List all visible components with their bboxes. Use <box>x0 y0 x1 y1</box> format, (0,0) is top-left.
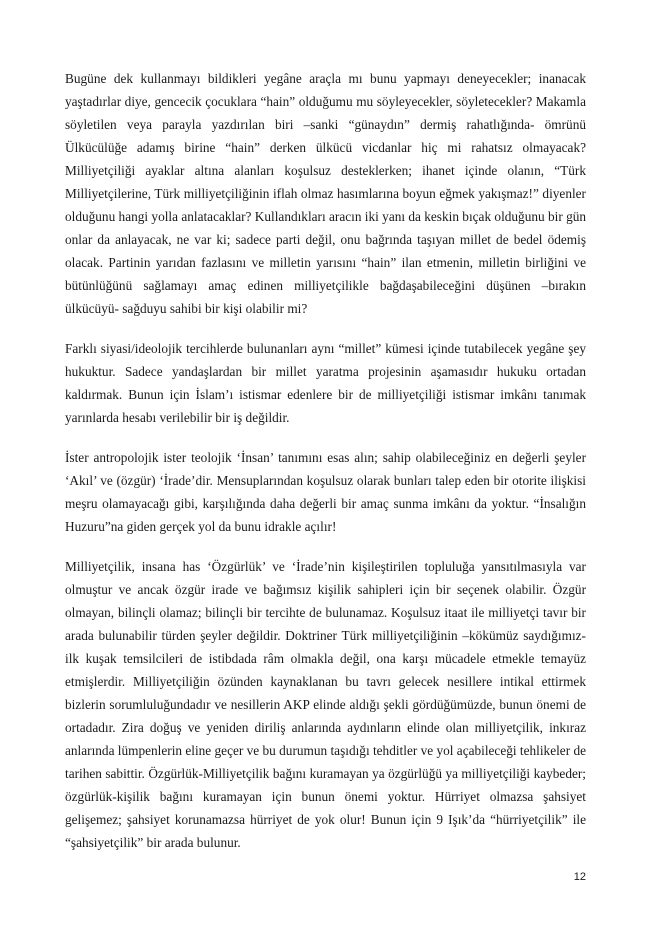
page-number: 12 <box>573 871 586 883</box>
page-footer <box>574 871 586 883</box>
document-body <box>65 67 586 871</box>
paragraph-3: İster antropolojik ister teolojik ‘İnsan’ tanımını esas alın; sahip olabileceğiniz en değerli şeyler ‘Akıl’ ve (özgür) ‘İrade’dir. Mensuplarından koşulsuz olarak bunları talep eden bir otorite ilişkisi meşru olamayacağı gibi, karşılığında daha değerli bir amaç sunma imkânı da yoktur. “İnsalığın Huzuru”na giden gerçek yol da bunu idrakle açılır! <box>65 450 586 534</box>
paragraph-4: Milliyetçilik, insana has ‘Özgürlük’ ve ‘İrade’nin kişileştirilen topluluğa yansıtılmasıyla var olmuştur ve ancak özgür irade ve bağımsız kişilik sahipleri için bir seçenek olabilir. Özgür olmayan, bilinçli olamaz; bilinçli bir tercihte de bulunamaz. Koşulsuz itaat ile milliyetçi tavır bir arada bulunabilir türden şeyler değildir. Doktriner Türk milliyetçiliğinin –kökümüz saydığımız- ilk kuşak temsilcileri de istibdada râm olmakla değil, ona karşı mücadele etmekle temayüz etmişlerdir. Milliyetçiliğin özünden kaynaklanan bu tavrı gelecek nesillere intikal ettirmek bizlerin sorumluluğundadır ve nesillerin AKP elinde aldığı şekli gördüğümüzde, bunun önemi de ortadadır. Zira doğuş ve yeniden diriliş anlarında aydınların elinde olan milliyetçilik, inkıraz anlarında lümpenlerin eline geçer ve bu durumun taşıdığı tehditler ve yol açabileceği tehlikeler de tarihen sabittir. Özgürlük-Milliyetçilik bağını kuramayan ya özgürlüğü ya milliyetçiliği kaybeder; özgürlük-kişilik bağını kuramayan için bunun önemi yoktur. Hürriyet olmazsa şahsiyet gelişemez; şahsiyet korunamazsa hürriyet de yok olur! Bunun için 9 Işık’da “hürriyetçilik” ile “şahsiyetçilik” bir arada bulunur. <box>65 559 586 850</box>
paragraph-2: Farklı siyasi/ideolojik tercihlerde bulunanları aynı “millet” kümesi içinde tutabilecek yegâne şey hukuktur. Sadece yandaşlardan bir millet yaratma projesinin aşamasıdır hukuku ortadan kaldırmak. Bunun için İslam’ı istismar edenlere bir de milliyetçiliği istismar imkânı tanımak yarınlarda hesabı verilebilir bir iş değildir. <box>65 341 586 425</box>
paragraph-1: Bugüne dek kullanmayı bildikleri yegâne araçla mı bunu yapmayı deneyecekler; inanacak yaştadırlar diye, gencecik çocuklara “hain” olduğumu mu söyleyecekler, söyletecekler? Makamla söyletilen veya parayla yazdırılan biri –sanki “günaydın” dermiş rahatlığında- ömrünü Ülkücülüğe adamış birine “hain” derken ülkücü vicdanlar hiç mi rahatsız olmayacak? Milliyetçiliği ayaklar altına alanları koşulsuz desteklerken; ihanet içinde olanın, “Türk Milliyetçilerine, Türk milliyetçiliğinin iflah olmaz hasımlarına boyun eğmek yakışmaz!” diyenler olduğunu hangi yolla anlatacaklar? Kullandıkları aracın iki yanı da keskin bıçak olduğunu bir gün onlar da anlayacak, ne var ki; sadece parti değil, onu bağrında taşıyan millet de bedel ödemiş olacak. Partinin yarıdan fazlasını ve milletin yarısını “hain” ilan etmenin, milletin birliğini ve bütünlüğünü sağlamayı amaç edinen milliyetçilikle bağdaşabileceğini düşünen –bırakın ülkücüyü- sağduyu sahibi bir kişi olabilir mi? <box>65 71 587 316</box>
